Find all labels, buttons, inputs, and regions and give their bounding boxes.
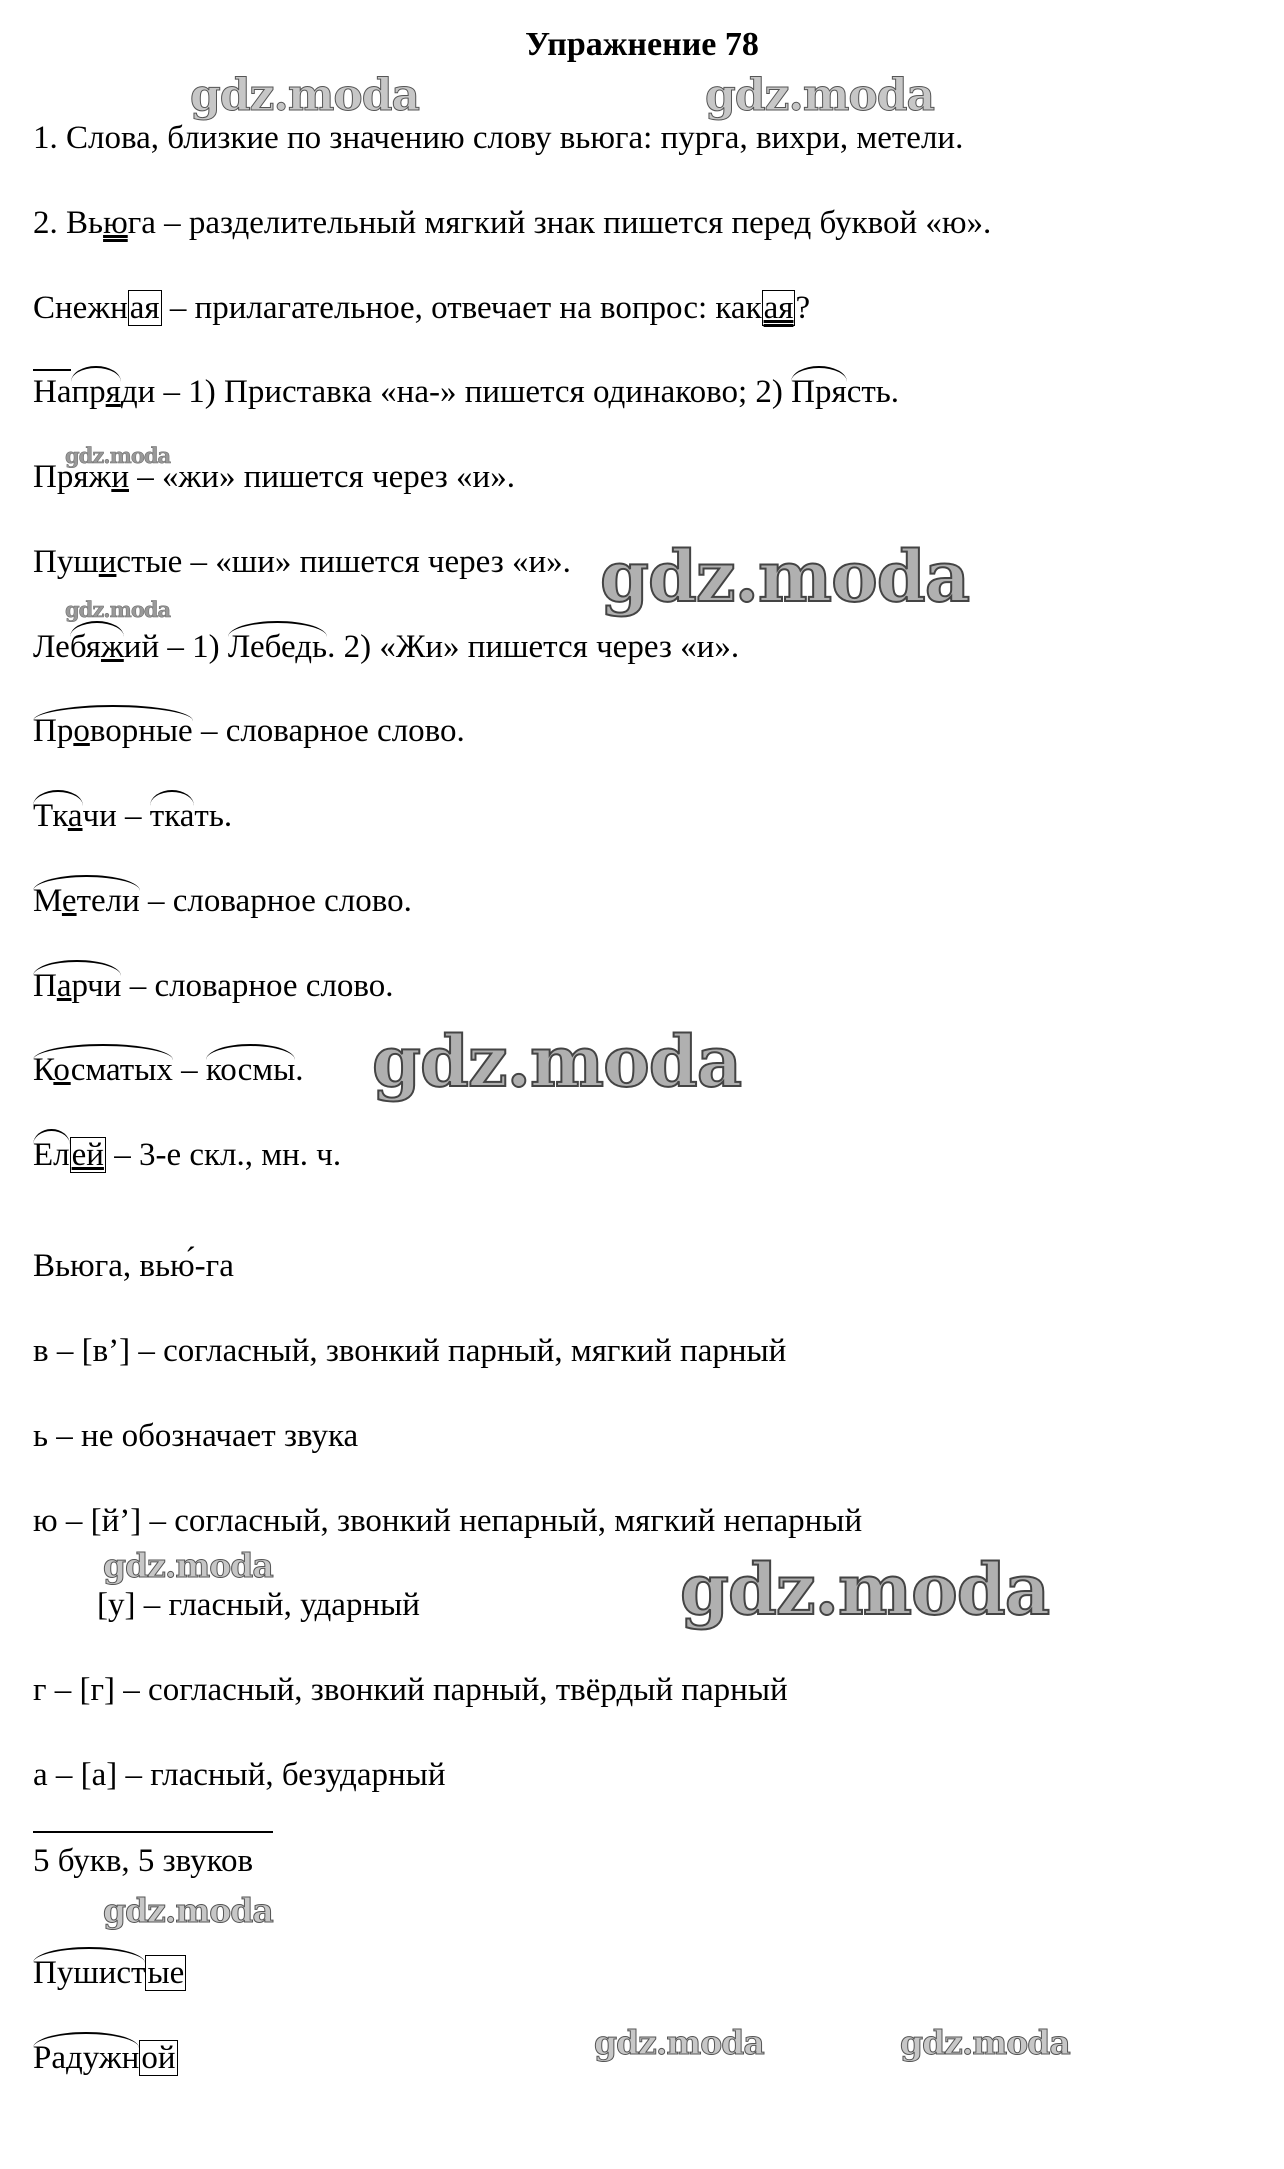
root-arc: тка: [149, 798, 195, 834]
text-line: [33, 1135, 341, 1175]
word-stem: Снежн: [33, 290, 128, 326]
text-line: [33, 966, 394, 1006]
marked-letter: и: [98, 544, 117, 580]
marked-letter: о: [53, 1052, 71, 1088]
word-part: М: [33, 883, 62, 919]
word-part: Пр: [33, 713, 74, 749]
line-text: в – [в’] – согласный, звонкий парный, мягкий парный: [33, 1333, 787, 1369]
word-part: ди: [120, 374, 156, 410]
word-part: ий: [123, 629, 160, 665]
divider: [33, 1831, 273, 1833]
text-line: [33, 2038, 178, 2078]
word-part: сматых: [70, 1052, 173, 1088]
watermark: gdz.moda: [65, 597, 171, 622]
text-line: [33, 1416, 358, 1456]
line-text: – словарное слово.: [121, 968, 394, 1004]
line-text: .: [295, 1052, 304, 1088]
line-text: . 2) «Жи» пишется через «и».: [327, 629, 740, 665]
root-arc: [33, 711, 193, 751]
word-part: ворные: [89, 713, 193, 749]
text-line: [33, 1050, 304, 1090]
root-arc: Пушист: [33, 1955, 146, 1991]
text-line: [33, 118, 963, 158]
prefix-mark: На: [33, 374, 72, 410]
line-text: –: [116, 798, 150, 834]
line-text: – словарное слово.: [139, 883, 412, 919]
marked-letter: а: [67, 798, 83, 834]
watermark: gdz.moda: [600, 535, 970, 618]
line-text: ю – [й’] – согласный, звонкий непарный, мягкий непарный: [33, 1503, 863, 1539]
root-arc: [33, 796, 83, 836]
marked-letter: я: [105, 374, 121, 410]
root-arc: Ел: [33, 1137, 70, 1173]
text-line: [33, 1331, 786, 1371]
root-arc: космы: [205, 1052, 296, 1088]
root-arc: Пря: [791, 374, 847, 410]
ending-box: ые: [147, 1955, 185, 1991]
word-part: пр: [71, 374, 106, 410]
line-text: [у] – гласный, ударный: [97, 1587, 420, 1623]
page-title: Упражнение 78: [525, 26, 759, 63]
line-text: г – [г] – согласный, звонкий парный, твёрдый парный: [33, 1672, 788, 1708]
line-text: – 3-е скл., мн. ч.: [105, 1137, 342, 1173]
line-text: – 1) Приставка «на-» пишется одинаково; 2): [155, 374, 792, 410]
text-line: [33, 288, 810, 328]
marked-letter: е: [61, 883, 77, 919]
ending-box: ой: [141, 2040, 176, 2076]
line-text: –: [172, 1052, 206, 1088]
line-text: – словарное слово.: [192, 713, 465, 749]
text-line: [33, 1755, 445, 1795]
word-part: Пуш: [33, 544, 99, 580]
line-text: га – разделительный мягкий знак пишется перед буквой «ю».: [127, 205, 992, 241]
text-line: [33, 1953, 186, 1993]
watermark: gdz.moda: [372, 1020, 742, 1103]
word-part: Ле: [33, 629, 70, 665]
line-text: – 1): [159, 629, 228, 665]
watermark: gdz.moda: [705, 70, 935, 121]
text-line: [33, 1841, 253, 1881]
watermark: gdz.moda: [190, 70, 420, 121]
word-part: чи: [82, 798, 117, 834]
text-line: [33, 203, 991, 243]
ending-box: ая: [763, 290, 794, 326]
word-part: тели: [76, 883, 140, 919]
text-line: [33, 1501, 862, 1541]
text-line: [33, 372, 899, 412]
marked-letter: а: [56, 968, 72, 1004]
root-arc: [70, 627, 124, 667]
marked-letter: о: [73, 713, 90, 749]
marked-letter: ж: [100, 629, 124, 665]
line-text: 1. Слова, близкие по значению слову вьюга: пурга, вихри, метели.: [33, 120, 964, 156]
line-text: – «жи» пишется через «и».: [128, 459, 515, 495]
word-part: рчи: [71, 968, 122, 1004]
watermark: gdz.moda: [900, 2023, 1070, 2062]
word-part: П: [33, 968, 57, 1004]
text-line: [33, 881, 412, 921]
word-part: Тк: [33, 798, 68, 834]
ending-box: ей: [71, 1137, 104, 1173]
watermark: gdz.moda: [103, 1891, 273, 1930]
line-text: а – [а] – гласный, безударный: [33, 1757, 446, 1793]
text-line: [33, 457, 515, 497]
text-line: [33, 542, 571, 582]
line-text: ть.: [194, 798, 233, 834]
text-line: [33, 796, 232, 836]
root-arc: [33, 881, 140, 921]
watermark: gdz.moda: [65, 443, 171, 468]
line-text: ь – не обозначает звука: [33, 1418, 359, 1454]
word-part: Пряж: [33, 459, 112, 495]
line-text: ?: [795, 290, 811, 326]
root-arc: [71, 372, 120, 412]
marked-letter: ю: [103, 205, 128, 241]
root-arc: Радужн: [33, 2040, 140, 2076]
word-part: бя: [69, 629, 101, 665]
line-text: сть.: [846, 374, 900, 410]
text-line: [33, 1246, 234, 1286]
ending-box: ая: [129, 290, 160, 326]
root-arc: Лебедь: [227, 629, 328, 665]
line-text: Вьюга, вью́-га: [33, 1248, 234, 1284]
root-arc: [33, 966, 121, 1006]
line-text: 5 букв, 5 звуков: [33, 1843, 254, 1879]
watermark: gdz.moda: [680, 1548, 1050, 1631]
watermark: gdz.moda: [103, 1546, 273, 1585]
text-line: [33, 1670, 788, 1710]
root-arc: [33, 1050, 173, 1090]
line-text: 2. Вь: [33, 205, 104, 241]
text-line: [97, 1585, 420, 1625]
text-line: [33, 627, 739, 667]
watermark: gdz.moda: [594, 2023, 764, 2062]
line-text: – прилагательное, отвечает на вопрос: как: [161, 290, 762, 326]
word-part: К: [33, 1052, 54, 1088]
text-line: [33, 711, 465, 751]
line-text: стые – «ши» пишется через «и».: [116, 544, 571, 580]
marked-letter: и: [111, 459, 129, 495]
